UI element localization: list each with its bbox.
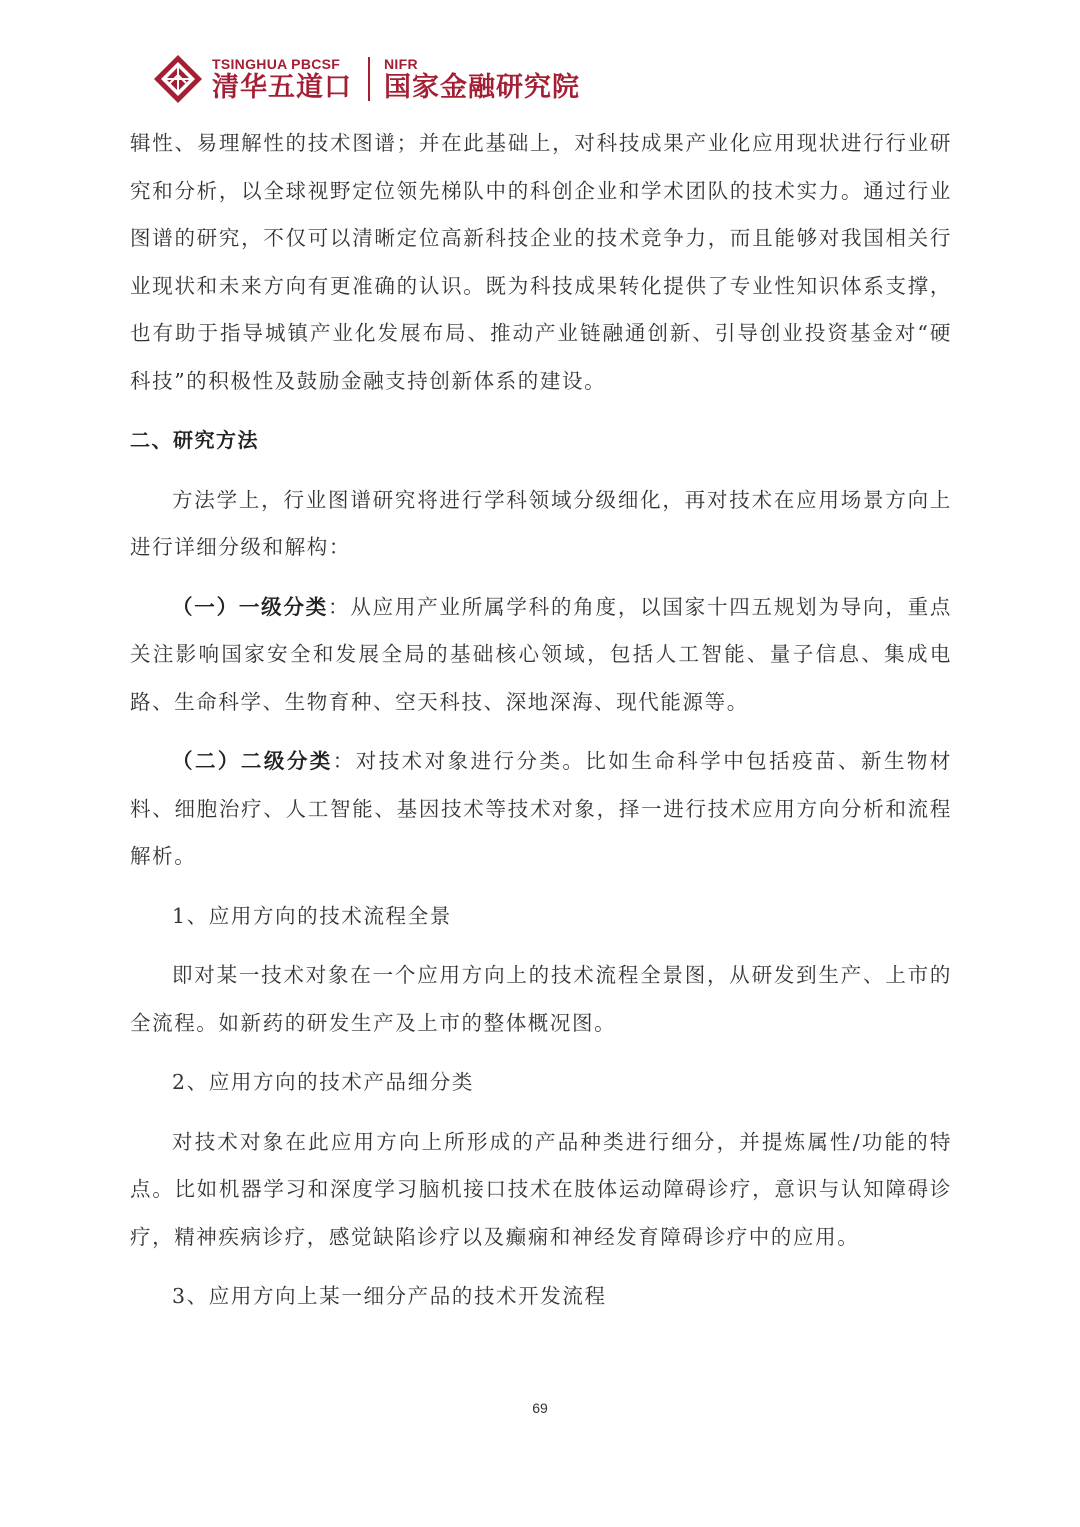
intro-paragraph: 辑性、易理解性的技术图谱；并在此基础上，对科技成果产业化应用现状进行行业研究和分析，以全球视野定位领先梯队中的科创企业和学术团队的技术实力。通过行业图谱的研究，不仅可以清晰定位高新科技企业的技术竞争力，而且能够对我国相关行业现状和未来方向有更准确的认识。既为科技成果转化提供了专业性知识体系支撑，也有助于指导城镇产业化发展布局、推动产业链融通创新、引导创业投资基金对“硬科技”的积极性及鼓励金融支持创新体系的建设。: [130, 131, 952, 393]
logo-en-text: TSINGHUA PBCSF: [212, 56, 341, 72]
nifr-en-text: NIFR: [384, 56, 418, 72]
level2-label: （二）二级分类: [172, 749, 333, 773]
nifr-logo-text: [384, 57, 580, 101]
item2-text: 对技术对象在此应用方向上所形成的产品种类进行细分，并提炼属性/功能的特点。比如机器学习和深度学习脑机接口技术在肢体运动障碍诊疗，意识与认知障碍诊疗，精神疾病诊疗，感觉缺陷诊疗以及癫痫和神经发育障碍诊疗中的应用。: [130, 1129, 952, 1249]
tsinghua-pbcsf-logo-icon: [152, 53, 204, 105]
pbcsf-logo-text: [212, 57, 352, 101]
level1-text: ：从应用产业所属学科的角度，以国家十四五规划为导向，重点关注影响国家安全和发展全局的基础核心领域，包括人工智能、量子信息、集成电路、生命科学、生物育种、空天科技、深地深海、现代能源等。: [130, 594, 952, 714]
section-heading: 二、研究方法: [130, 428, 259, 452]
page-body: [130, 120, 952, 1321]
level2-text: ：对技术对象进行分类。比如生命科学中包括疫苗、新生物材料、细胞治疗、人工智能、基因技术等技术对象，择一进行技术应用方向分析和流程解析。: [130, 749, 952, 868]
logo-divider: [368, 57, 370, 101]
level2-paragraph: [130, 738, 952, 881]
page-header: [152, 48, 580, 110]
nifr-cn-text: 国家金融研究院: [384, 72, 580, 103]
logo-cn-text: 清华五道口: [212, 72, 352, 103]
method-paragraph: 方法学上，行业图谱研究将进行学科领域分级细化，再对技术在应用场景方向上进行详细分级和解构：: [130, 487, 952, 559]
item1-title: 1、应用方向的技术流程全景: [172, 903, 452, 928]
item2-title: 2、应用方向的技术产品细分类: [172, 1070, 474, 1094]
item3-title: 3、应用方向上某一细分产品的技术开发流程: [172, 1284, 607, 1308]
page-number: 69: [532, 1400, 548, 1416]
level1-paragraph: [130, 584, 952, 727]
level1-label: （一）一级分类: [172, 594, 329, 619]
item1-text: 即对某一技术对象在一个应用方向上的技术流程全景图，从研发到生产、上市的全流程。如新药的研发生产及上市的整体概况图。: [130, 963, 952, 1035]
